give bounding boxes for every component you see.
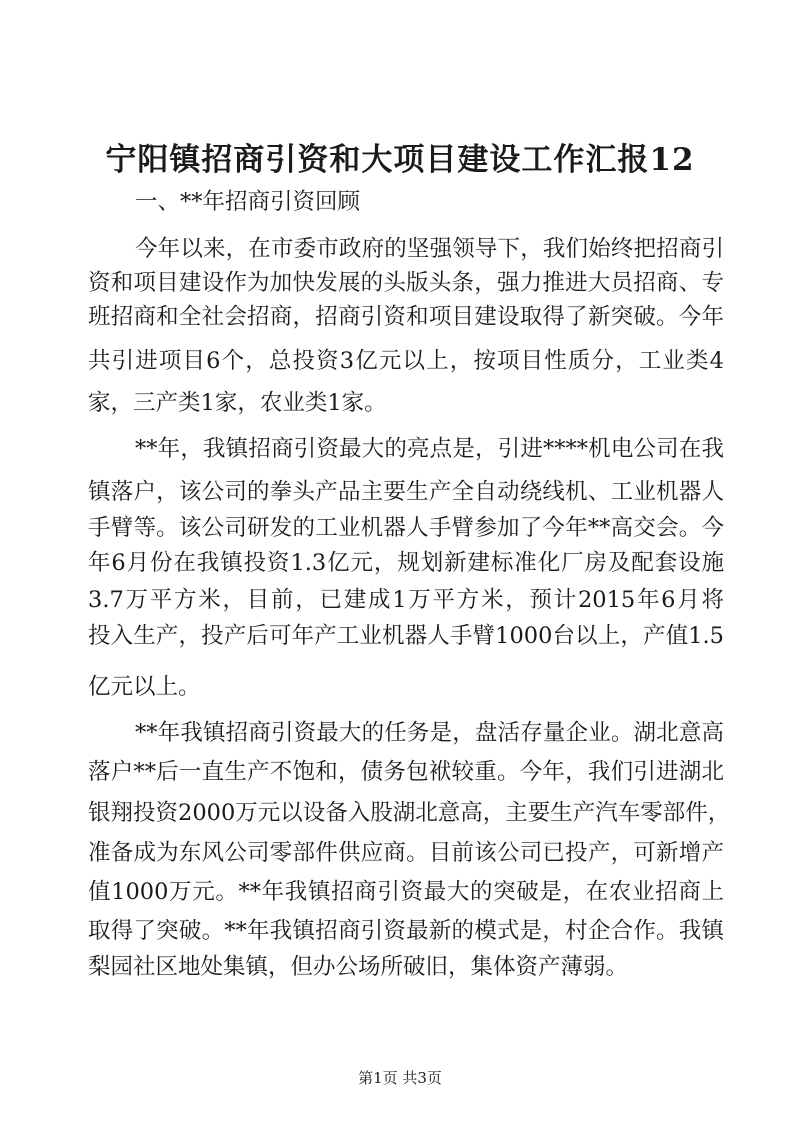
section-heading: 一、**年招商引资回顾 xyxy=(135,189,361,215)
paragraph-line: 投入生产，投产后可年产工业机器人手臂1000台以上，产值1.5 xyxy=(88,623,724,649)
document-title: 宁阳镇招商引资和大项目建设工作汇报12 xyxy=(105,142,695,178)
paragraph-line: 落户**后一直生产不饱和，债务包袱较重。今年，我们引进湖北 xyxy=(88,759,724,785)
paragraph-line: 家，三产类1家，农业类1家。 xyxy=(88,390,387,416)
paragraph-line: 取得了突破。**年我镇招商引资最新的模式是，村企合作。我镇 xyxy=(88,918,724,944)
paragraph-line: 镇落户，该公司的拳头产品主要生产全自动绕线机、工业机器人 xyxy=(88,479,724,505)
paragraph-line: 资和项目建设作为加快发展的头版头条，强力推进大员招商、专 xyxy=(88,270,724,296)
paragraph-line: 准备成为东风公司零部件供应商。目前该公司已投产，可新增产 xyxy=(88,840,724,866)
paragraph-line: 今年以来，在市委市政府的坚强领导下，我们始终把招商引 xyxy=(135,236,724,262)
paragraph-line: 银翔投资2000万元以设备入股湖北意高，主要生产汽车零部件， xyxy=(88,800,731,826)
paragraph-line: 亿元以上。 xyxy=(88,674,201,700)
paragraph-line: **年我镇招商引资最大的任务是，盘活存量企业。湖北意高 xyxy=(135,720,724,746)
paragraph-line: **年，我镇招商引资最大的亮点是，引进****机电公司在我 xyxy=(135,436,724,462)
paragraph-line: 班招商和全社会招商，招商引资和项目建设取得了新突破。今年 xyxy=(88,304,724,330)
page-number-footer: 第1页 共3页 xyxy=(358,1069,442,1087)
paragraph-line: 3.7万平方米，目前，已建成1万平方米，预计2015年6月将 xyxy=(88,587,724,613)
paragraph-line: 梨园社区地处集镇，但办公场所破旧，集体资产薄弱。 xyxy=(88,954,629,980)
paragraph-line: 值1000万元。**年我镇招商引资最大的突破是，在农业招商上 xyxy=(88,879,724,905)
paragraph-line: 手臂等。该公司研发的工业机器人手臂参加了今年**高交会。今 xyxy=(88,515,724,541)
paragraph-line: 年6月份在我镇投资1.3亿元，规划新建标准化厂房及配套设施 xyxy=(88,550,724,576)
paragraph-line: 共引进项目6个，总投资3亿元以上，按项目性质分，工业类4 xyxy=(88,348,724,374)
